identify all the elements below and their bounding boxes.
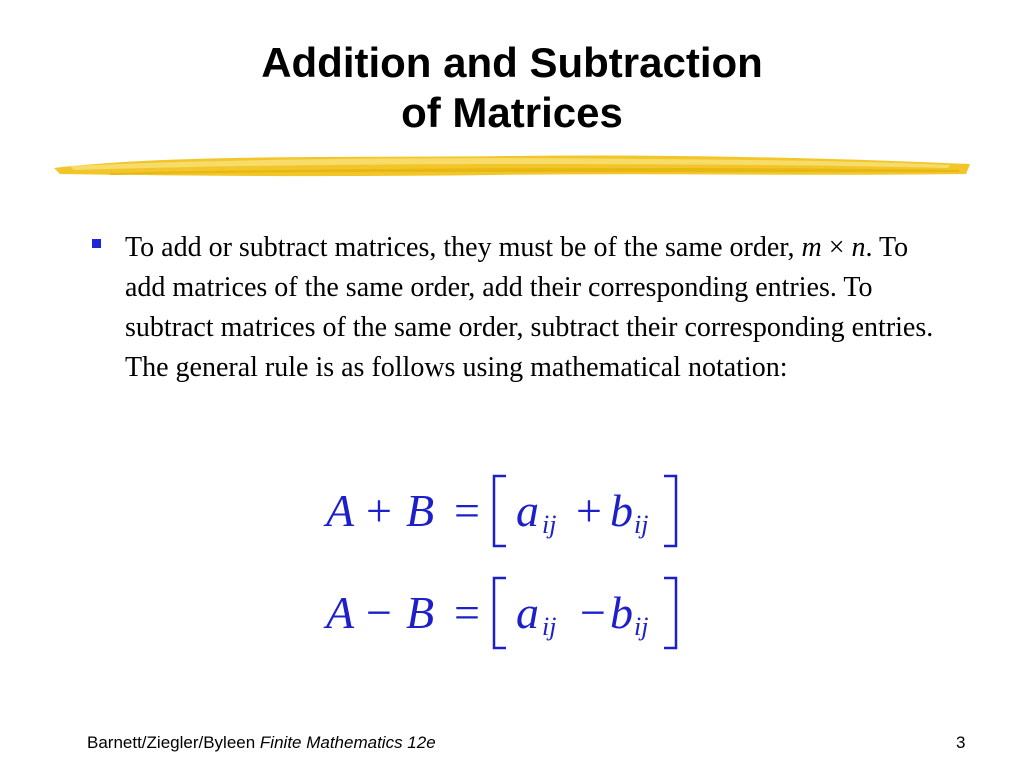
title-line-2: of Matrices [401,89,623,136]
subscript-ij: ij [634,510,649,539]
entry-b: b [610,587,633,638]
bullet-text [125,228,945,388]
subscript-ij: ij [634,612,649,641]
page-number: 3 [956,733,966,752]
bullet-text-part2: . To add matrices of the same order, add their corresponding entries. To subtract matrices of the same order, subtract their corresponding entries. The general rule is as follows using mathematical notation: [125,232,934,383]
inner-plus-operator: + [576,485,602,536]
entry-a: a [516,485,539,536]
addition-formula [326,470,706,554]
symbol-B: B [406,485,435,536]
bullet-text-part1: To add or subtract matrices, they must be of the same order, [125,232,802,263]
bullet-square-icon [92,239,101,248]
subscript-ij: ij [542,612,557,641]
formula-block [326,470,706,656]
footer-book-title: Finite Mathematics 12e [259,733,436,752]
slide-title [0,38,1024,138]
right-bracket-icon [660,472,680,552]
inner-minus-operator: − [580,587,606,638]
subtraction-formula [326,572,706,656]
plus-operator: + [366,485,392,536]
minus-operator: − [366,587,392,638]
symbol-A: A [326,587,355,638]
equals-sign: = [454,485,480,536]
footer-citation [87,733,436,753]
title-line-1: Addition and Subtraction [261,39,763,86]
left-bracket-icon [490,574,510,654]
left-bracket-icon [490,472,510,552]
bullet-var-n: n [851,232,866,263]
right-bracket-icon [660,574,680,654]
bullet-times: × [821,232,852,263]
footer-authors: Barnett/Ziegler/Byleen [87,733,260,752]
bullet-var-m: m [801,232,822,263]
symbol-B: B [406,587,435,638]
entry-a: a [516,587,539,638]
entry-b: b [610,485,633,536]
subscript-ij: ij [542,510,557,539]
title-underline-brushstroke [50,146,974,186]
symbol-A: A [326,485,355,536]
equals-sign: = [454,587,480,638]
